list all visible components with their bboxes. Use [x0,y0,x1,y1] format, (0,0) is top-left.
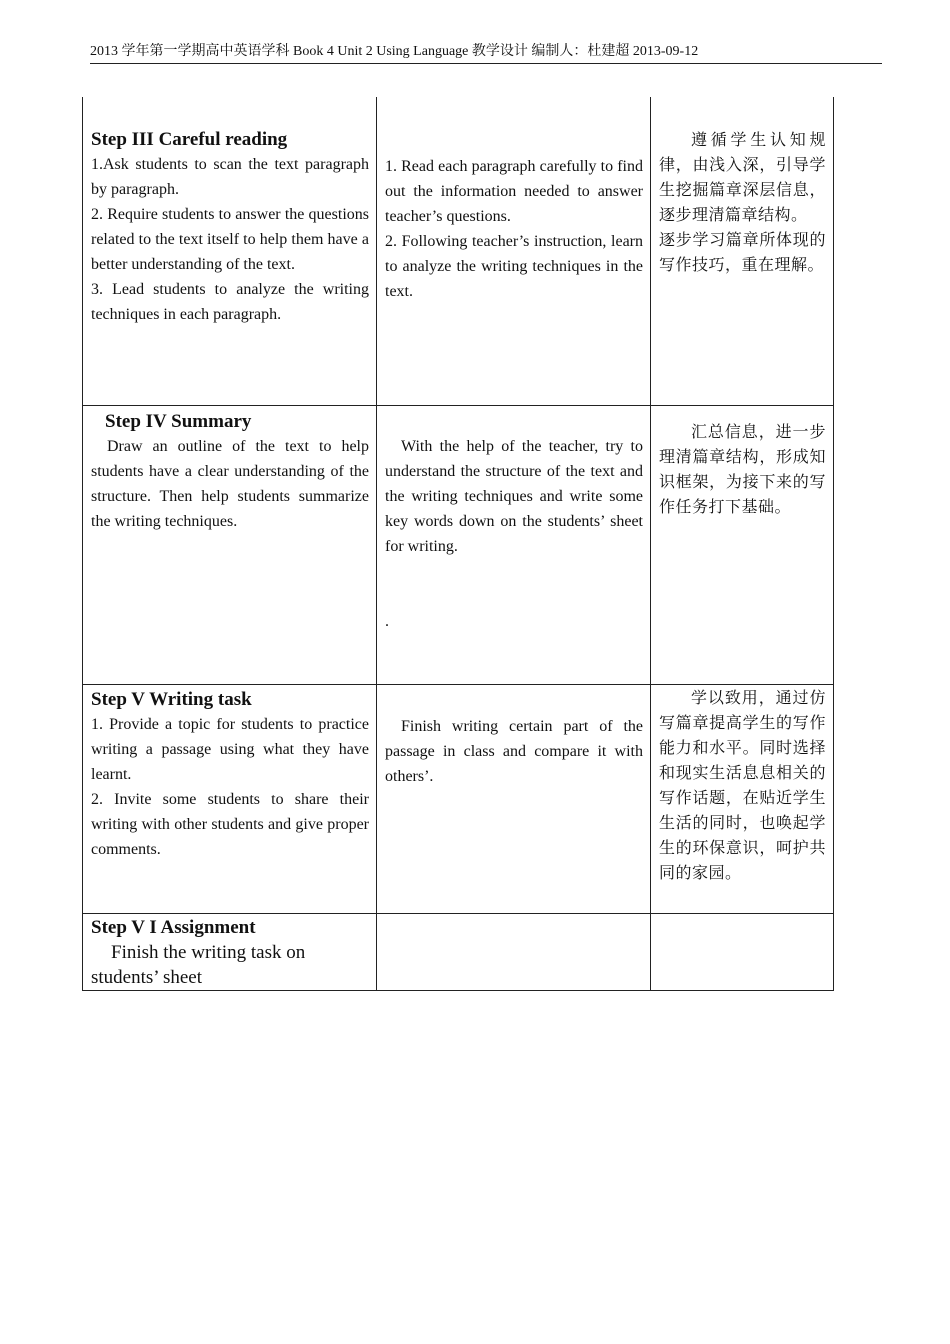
step-title: Step V Writing task [91,689,252,710]
student-activity-text: . [385,613,389,630]
purpose-text: 汇总信息，进一步理清篇章结构，形成知识框架，为接下来的写作任务打下基础。 [659,424,826,516]
page-header: 2013 学年第一学期高中英语学科 Book 4 Unit 2 Using Language 教学设计 编制人：杜建超 2013-09-12 [90,44,699,59]
student-activity-text: 2. Following teacher’s instruction, learn to analyze the writing techniques in the text. [385,233,643,300]
step-title: Step V I Assignment [91,917,256,938]
purpose-cell [651,685,833,913]
teacher-activity-text: 3. Lead students to analyze the writing techniques in each paragraph. [91,281,369,323]
teacher-activity-text: 2. Require students to answer the questions related to the text itself to help them have a better understanding of the text. [91,206,369,273]
purpose-text: 遵循学生认知规律，由浅入深，引导学生挖掘篇章深层信息，逐步理清篇章结构。 [659,132,826,224]
table-row-step-6 [82,914,834,991]
step-title: Step IV Summary [105,411,252,432]
teacher-activity-text: 1. Provide a topic for students to practice writing a passage using what they have learnt. [91,716,369,783]
table-row-step-4 [82,406,834,685]
student-activity-text: Finish writing certain part of the passage in class and compare it with others’. [385,718,643,785]
teacher-activity-cell [83,685,377,913]
table-row-step-5 [82,685,834,914]
header-rule [90,63,882,64]
purpose-text: 学以致用，通过仿写篇章提高学生的写作能力和水平。同时选择和现实生活息息相关的写作话题，在贴近学生生活的同时，也唤起学生的环保意识，呵护共同的家园。 [659,690,826,882]
student-activity-cell [377,406,651,684]
teacher-activity-cell [83,97,377,405]
teacher-activity-cell [83,914,377,990]
student-activity-cell [377,685,651,913]
student-activity-cell [377,97,651,405]
purpose-cell [651,406,833,684]
purpose-cell [651,914,833,990]
step-title: Step III Careful reading [91,129,288,150]
student-activity-text: 1. Read each paragraph carefully to find out the information needed to answer teacher’s questions. [385,158,643,225]
table-row-step-3 [82,97,834,406]
teacher-activity-text: Draw an outline of the text to help students have a clear understanding of the structure. Then help students summarize the writing techniques. [91,438,369,530]
student-activity-cell [377,914,651,990]
purpose-cell [651,97,833,405]
student-activity-text: With the help of the teacher, try to understand the structure of the text and the writing techniques and write some key words down on the students’ sheet for writing. [385,438,643,555]
teacher-activity-cell [83,406,377,684]
teacher-activity-text: 2. Invite some students to share their writing with other students and give proper comments. [91,791,369,858]
teacher-activity-text: Finish the writing task on students’ sheet [91,942,306,988]
teacher-activity-text: 1.Ask students to scan the text paragraph by paragraph. [91,156,369,198]
purpose-text: 逐步学习篇章所体现的写作技巧，重在理解。 [659,232,826,274]
